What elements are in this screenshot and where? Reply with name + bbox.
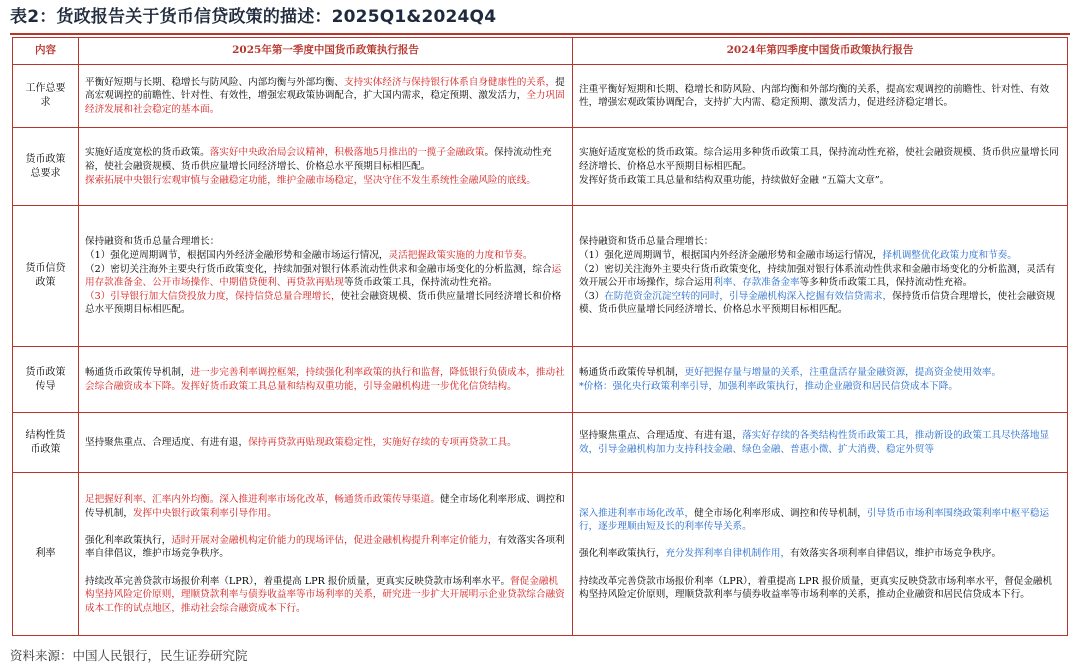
body-text: （2）密切关注海外主要央行货币政策变化，持续加强对银行体系流动性供求和金融市场变化的分析监测，灵活有效开展公开市场操作，综合运用 [579, 263, 1056, 289]
highlight-red-text: 探索拓展中央银行宏观审慎与金融稳定功能，维护金融市场稳定，坚决守住不发生系统性金融风险的底线。 [85, 174, 536, 186]
table-row [13, 128, 1068, 206]
table-row [13, 473, 1068, 636]
cell-2025q1 [79, 65, 573, 128]
table-row [13, 65, 1068, 128]
highlight-red-text: 督促金融机构坚持风险定价原则，理顺贷款利率与债券收益率等市场利率的关系，研究进一步扩大开展明示企业贷款综合融资成本工作的试点地区，推动社会综合融资成本下行。 [85, 575, 565, 614]
cell-paragraph [85, 235, 566, 249]
cell-paragraph [579, 83, 1061, 110]
cell-2024q4 [573, 206, 1068, 346]
row-label: 工作总要求 [13, 65, 79, 128]
body-text: （1）强化逆周期调节，根据国内外经济金融形势和金融市场运行情况， [579, 250, 883, 262]
body-text: 实施好适度宽松的货币政策。综合运用多种货币政策工具，保持流动性充裕，使社会融资规模、货币供应量增长同经济增长、价格总水平预期目标相匹配。 [579, 147, 1059, 173]
row-label: 结构性货币政策 [13, 413, 79, 473]
cell-paragraph [579, 174, 1061, 188]
cell-paragraph [579, 507, 1061, 534]
paragraph-gap [85, 561, 566, 575]
table-title: 表2：货政报告关于货币信贷政策的描述：2025Q1&2024Q4 [10, 7, 497, 27]
body-text: 提高宏观调控的前瞻性、针对性、有效性，增强宏观政策协调配合，扩大国内需求，稳定预期、激发活力， [85, 76, 565, 102]
table-header-row [13, 38, 1068, 65]
cell-paragraph [85, 249, 566, 263]
highlight-blue-text: 引导货币市场利率围绕政策利率中枢平稳运行，逐步理顺由短及长的利率传导关系。 [579, 507, 1050, 533]
cell-paragraph [85, 493, 566, 520]
highlight-blue-text: 深入推进利率市场化改革， [579, 507, 695, 519]
body-text: 发挥好货币政策工具总量和结构双重功能，持续做好金融 “五篇大文章”。 [579, 174, 890, 186]
body-text: 坚持聚焦重点、合理适度、有进有退， [579, 430, 743, 442]
cell-paragraph [579, 380, 1061, 394]
header-content: 内容 [13, 38, 79, 65]
cell-paragraph [579, 146, 1061, 173]
body-text: 持续改革完善贷款市场报价利率（LPR），着重提高 LPR 报价质量，更真实反映贷款市场利率水平。 [85, 575, 511, 587]
cell-2024q4 [573, 413, 1068, 473]
paragraph-gap [579, 534, 1061, 548]
highlight-red-text: 适时开展对金融机构定价能力的现场评估，促进金融机构提升利率定价能力， [171, 534, 498, 546]
source-note: 资料来源：中国人民银行，民生证券研究院 [10, 648, 248, 663]
body-text: 健全市场化利率形成、调控和传导机制， [85, 494, 565, 519]
highlight-red-text: 进一步完善利率调控框架，持续强化利率政策的执行和监督，降低银行负债成本，推动社会综合融资成本下降。发挥好货币政策工具总量和结构双重功能，引导金融机构进一步优化信贷结构。 [85, 366, 565, 392]
header-2025q1: 2025年第一季度中国货币政策执行报告 [79, 38, 573, 65]
highlight-red-text: 全力巩固经济发展和社会稳定的基本面。 [85, 90, 565, 115]
body-text: 畅通货币政策传导机制， [85, 366, 191, 378]
body-text: （2）密切关注海外主要央行货币政策变化，持续加强对银行体系流动性供求和金融市场变化的分析监测，综合 [85, 263, 552, 275]
cell-2025q1 [79, 413, 573, 473]
body-text: 。保持流动性充裕，使社会融资规模、货币供应量增长同经济增长、价格总水平预期目标相匹配。 [85, 147, 552, 173]
highlight-red-text: 运用存款准备金、公开市场操作、中期借贷便利、再贷款再贴现 [85, 263, 562, 289]
cell-2024q4 [573, 473, 1068, 636]
cell-paragraph [579, 575, 1061, 602]
highlight-blue-text: 更好把握存量与增量的关系，注重盘活存量金融资源，提高资金使用效率。 [684, 366, 1002, 378]
highlight-blue-text: 充分发挥利率自律机制作用， [665, 548, 791, 560]
title-divider [10, 33, 1070, 35]
row-label: 货币政策总要求 [13, 128, 79, 206]
body-text: 注重平衡好短期和长期、稳增长和防风险、内部均衡和外部均衡的关系，提高宏观调控的前瞻性、针对性、有效性，增强宏观政策协调配合，支持扩大内需、稳定预期、激发活力，促进经济稳定增长。 [579, 83, 1050, 109]
cell-paragraph [85, 146, 566, 173]
cell-paragraph [85, 575, 566, 616]
highlight-red-text: 灵活把握政策实施的力度和节奏。 [388, 250, 533, 262]
table-row [13, 346, 1068, 412]
row-label: 货币政策传导 [13, 346, 79, 412]
row-label: 货币信贷政策 [13, 206, 79, 346]
highlight-blue-text: 落实好存续的各类结构性货币政策工具，推动新设的政策工具尽快落地显效，引导金融机构加力支持科技金融、绿色金融、普惠小微、扩大消费、稳定外贸等 [579, 430, 1050, 455]
body-text: 持续改革完善贷款市场报价利率（LPR），着重提高 LPR 报价质量，更真实反映贷款市场利率水平，督促金融机构坚持风险定价原则，理顺贷款利率与债券收益率等市场利率的关系，推动企业融资和居民信贷成本下行。 [579, 575, 1053, 601]
body-text: 平衡好短期与长期、稳增长与防风险、内部均衡与外部均衡、 [85, 76, 345, 88]
body-text: 坚持聚焦重点、合理适度、有进有退， [85, 436, 249, 448]
header-2024q4: 2024年第四季度中国货币政策执行报告 [573, 38, 1068, 65]
table-row [13, 413, 1068, 473]
paragraph-gap [579, 561, 1061, 575]
cell-2024q4 [573, 65, 1068, 128]
paragraph-gap [85, 520, 566, 534]
cell-paragraph [579, 235, 1061, 249]
highlight-red-text: 足把握好利率、汇率内外均衡。深入推进利率市场化改革，畅通货币政策传导渠道。 [85, 494, 440, 506]
cell-2025q1 [79, 206, 573, 346]
cell-paragraph [579, 366, 1061, 380]
highlight-red-text: 落实好中央政治局会议精神，积极落地5月推出的一揽子金融政策 [209, 147, 485, 159]
cell-2024q4 [573, 128, 1068, 206]
highlight-blue-text: 利率、存款准备金率 [713, 277, 800, 289]
cell-paragraph [85, 534, 566, 561]
highlight-blue-text: *价格：强化央行政策利率引导，加强利率政策执行，推动企业融资和居民信贷成本下降。 [579, 380, 958, 392]
body-text: （3） [579, 290, 605, 302]
policy-comparison-table [12, 37, 1068, 636]
body-text: 等多种货币政策工具，保持流动性充裕。 [799, 277, 973, 289]
highlight-red-text: 支持实体经济与保持银行体系自身健康性的关系， [344, 76, 556, 88]
body-text: 强化利率政策执行， [85, 534, 172, 546]
cell-paragraph [85, 436, 566, 450]
body-text: 实施好适度宽松的货币政策。 [85, 147, 210, 159]
cell-paragraph [579, 263, 1061, 290]
body-text: 使社会融资规模、货币供应量增长同经济增长和价格总水平预期目标相匹配。 [85, 290, 562, 316]
body-text: 有效落实各项利率自律倡议，维护市场竞争秩序。 [85, 534, 565, 560]
body-text: 保持融资和货币总量合理增长： [579, 236, 714, 248]
body-text: 有效落实各项利率自律倡议，维护市场竞争秩序。 [790, 548, 1002, 560]
highlight-blue-text: 在防范资金沉淀空转的同时，引导金融机构深入挖掘有效信贷需求， [604, 290, 893, 302]
cell-paragraph [579, 547, 1061, 561]
body-text: 强化利率政策执行， [579, 548, 666, 560]
body-text: （1）强化逆周期调节，根据国内外经济金融形势和金融市场运行情况， [85, 250, 389, 262]
cell-paragraph [85, 290, 566, 317]
highlight-red-text: （3）引导银行加大信贷投放力度，保持信贷总量合理增长， [85, 290, 341, 302]
cell-paragraph [579, 290, 1061, 317]
body-text: 保持货币信贷合理增长，使社会融资规模、货币供应量增长同经济增长、价格总水平预期目标相匹配。 [579, 290, 1056, 316]
row-label: 利率 [13, 473, 79, 636]
body-text: 畅通货币政策传导机制， [579, 366, 685, 378]
body-text: 等货币政策工具，保持流动性充裕。 [344, 277, 498, 289]
highlight-blue-text: 择机调整优化政策力度和节奏。 [882, 250, 1017, 262]
cell-2024q4 [573, 346, 1068, 412]
cell-2025q1 [79, 128, 573, 206]
cell-paragraph [85, 174, 566, 188]
body-text: 健全市场化利率形成、调控和传导机制， [694, 507, 867, 519]
cell-2025q1 [79, 346, 573, 412]
cell-paragraph [85, 76, 566, 117]
table-row [13, 206, 1068, 346]
cell-paragraph [579, 249, 1061, 263]
cell-paragraph [85, 263, 566, 290]
highlight-red-text: 发挥中央银行政策利率引导作用。 [132, 507, 277, 519]
body-text: 保持融资和货币总量合理增长： [85, 236, 220, 248]
cell-paragraph [579, 429, 1061, 456]
highlight-red-text: 保持再贷款再贴现政策稳定性，实施好存续的专项再贷款工具。 [248, 436, 517, 448]
cell-paragraph [85, 366, 566, 393]
cell-2025q1 [79, 473, 573, 636]
